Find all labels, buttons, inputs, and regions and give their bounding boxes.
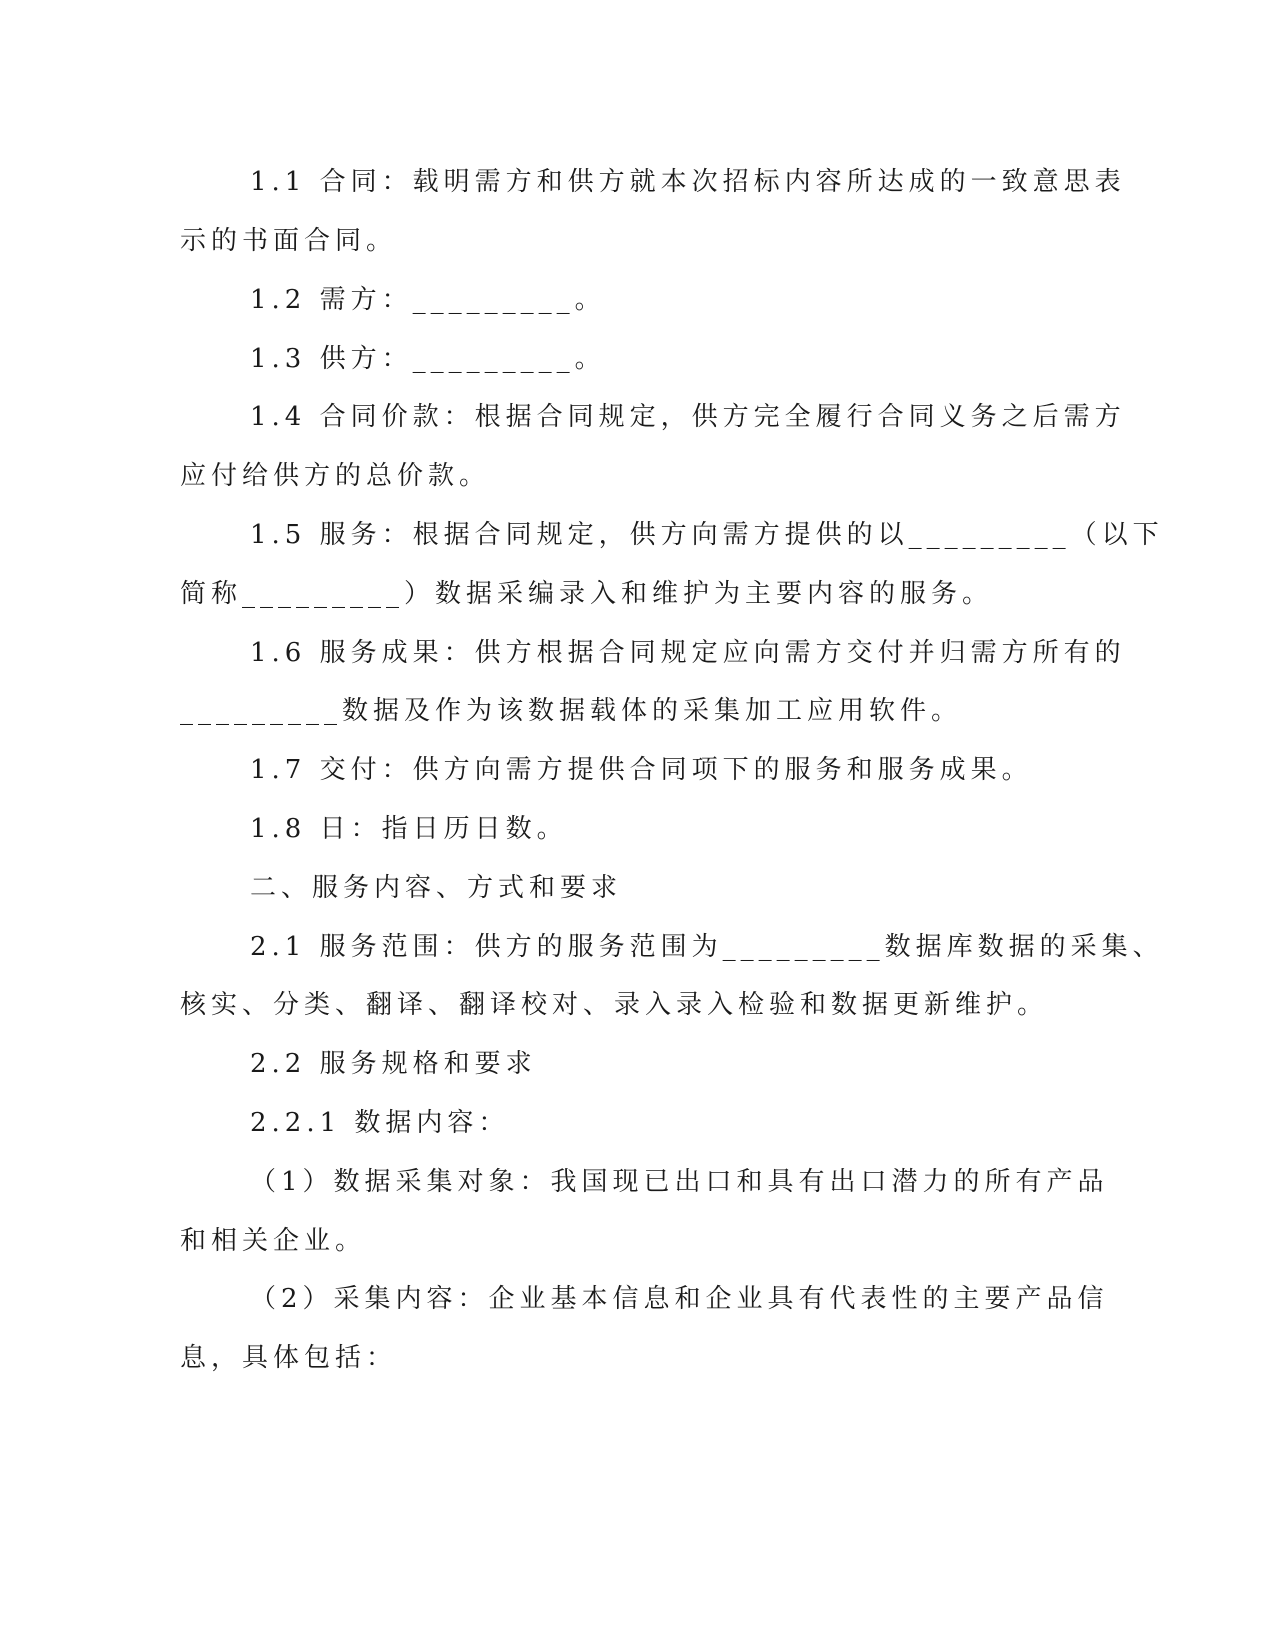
paragraph-line-1-8: 1.8 日：指日历日数。 bbox=[250, 814, 568, 844]
paragraph-line-1-3: 1.3 供方：_________。 bbox=[250, 344, 606, 374]
paragraph-line-1-5: 1.5 服务：根据合同规定，供方向需方提供的以_________（以下 bbox=[250, 520, 1164, 550]
paragraph-line-1-4: 1.4 合同价款：根据合同规定，供方完全履行合同义务之后需方 bbox=[250, 402, 1126, 432]
paragraph-line-item-1-cont: 和相关企业。 bbox=[180, 1226, 367, 1256]
paragraph-line-item-1: （1）数据采集对象：我国现已出口和具有出口潜力的所有产品 bbox=[250, 1167, 1109, 1197]
paragraph-line-1-2: 1.2 需方：_________。 bbox=[250, 285, 606, 315]
paragraph-line-1-4-cont: 应付给供方的总价款。 bbox=[180, 461, 491, 491]
paragraph-line-1-7: 1.7 交付：供方向需方提供合同项下的服务和服务成果。 bbox=[250, 755, 1033, 785]
paragraph-line-item-2: （2）采集内容：企业基本信息和企业具有代表性的主要产品信 bbox=[250, 1284, 1109, 1314]
paragraph-line-2-2-1: 2.2.1 数据内容： bbox=[250, 1108, 510, 1138]
paragraph-line-2-1: 2.1 服务范围：供方的服务范围为_________数据库数据的采集、 bbox=[250, 932, 1164, 962]
paragraph-line-2-2: 2.2 服务规格和要求 bbox=[250, 1049, 537, 1079]
paragraph-line-1-6-cont: _________数据及作为该数据载体的采集加工应用软件。 bbox=[180, 696, 963, 726]
paragraph-line-1-1-cont: 示的书面合同。 bbox=[180, 226, 398, 256]
paragraph-line-1-5-cont: 简称_________）数据采编录入和维护为主要内容的服务。 bbox=[180, 579, 994, 609]
paragraph-line-item-2-cont: 息，具体包括： bbox=[180, 1343, 398, 1373]
paragraph-line-1-1: 1.1 合同：载明需方和供方就本次招标内容所达成的一致意思表 bbox=[250, 167, 1126, 197]
section-heading-2: 二、服务内容、方式和要求 bbox=[250, 873, 623, 903]
paragraph-line-1-6: 1.6 服务成果：供方根据合同规定应向需方交付并归需方所有的 bbox=[250, 638, 1126, 668]
paragraph-line-2-1-cont: 核实、分类、翻译、翻译校对、录入录入检验和数据更新维护。 bbox=[180, 990, 1049, 1020]
